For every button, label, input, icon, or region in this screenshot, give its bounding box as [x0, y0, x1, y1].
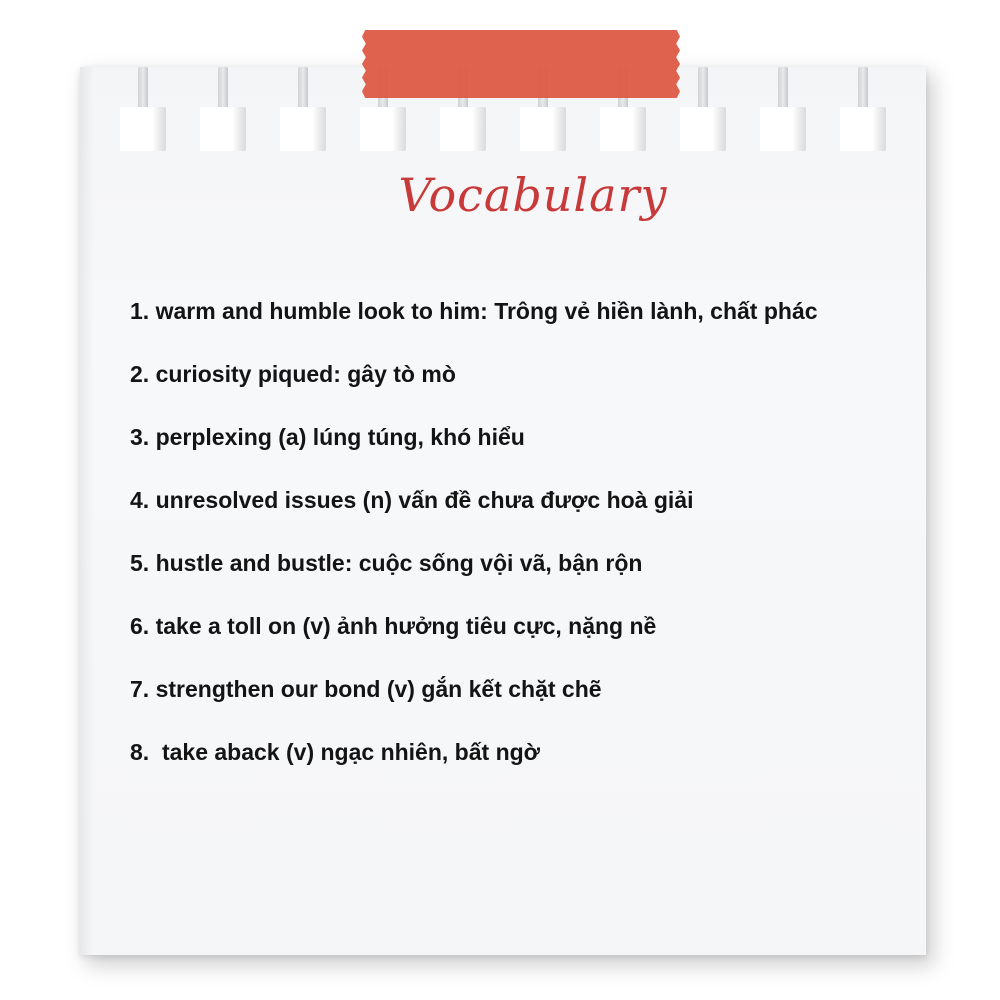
binder-ring	[680, 67, 726, 151]
binder-ring	[760, 67, 806, 151]
vocabulary-item: 5. hustle and bustle: cuộc sống vội vã, bận rộn	[130, 550, 643, 576]
tape-strip	[362, 30, 680, 98]
binder-ring	[280, 67, 326, 151]
vocabulary-item: 3. perplexing (a) lúng túng, khó hiểu	[130, 424, 525, 450]
vocabulary-list	[130, 292, 818, 796]
vocabulary-item: 1. warm and humble look to him: Trông vẻ hiền lành, chất phác	[130, 298, 818, 324]
vocabulary-item: 4. unresolved issues (n) vấn đề chưa được hoà giải	[130, 487, 694, 513]
binder-ring	[120, 67, 166, 151]
vocabulary-item: 8. take aback (v) ngạc nhiên, bất ngờ	[130, 739, 541, 765]
vocabulary-item: 6. take a toll on (v) ảnh hưởng tiêu cực, nặng nề	[130, 613, 657, 639]
page-title: Vocabulary	[398, 168, 668, 222]
binder-ring	[840, 67, 886, 151]
binder-ring	[200, 67, 246, 151]
vocabulary-item: 7. strengthen our bond (v) gắn kết chặt chẽ	[130, 676, 602, 702]
vocabulary-item: 2. curiosity piqued: gây tò mò	[130, 361, 456, 387]
